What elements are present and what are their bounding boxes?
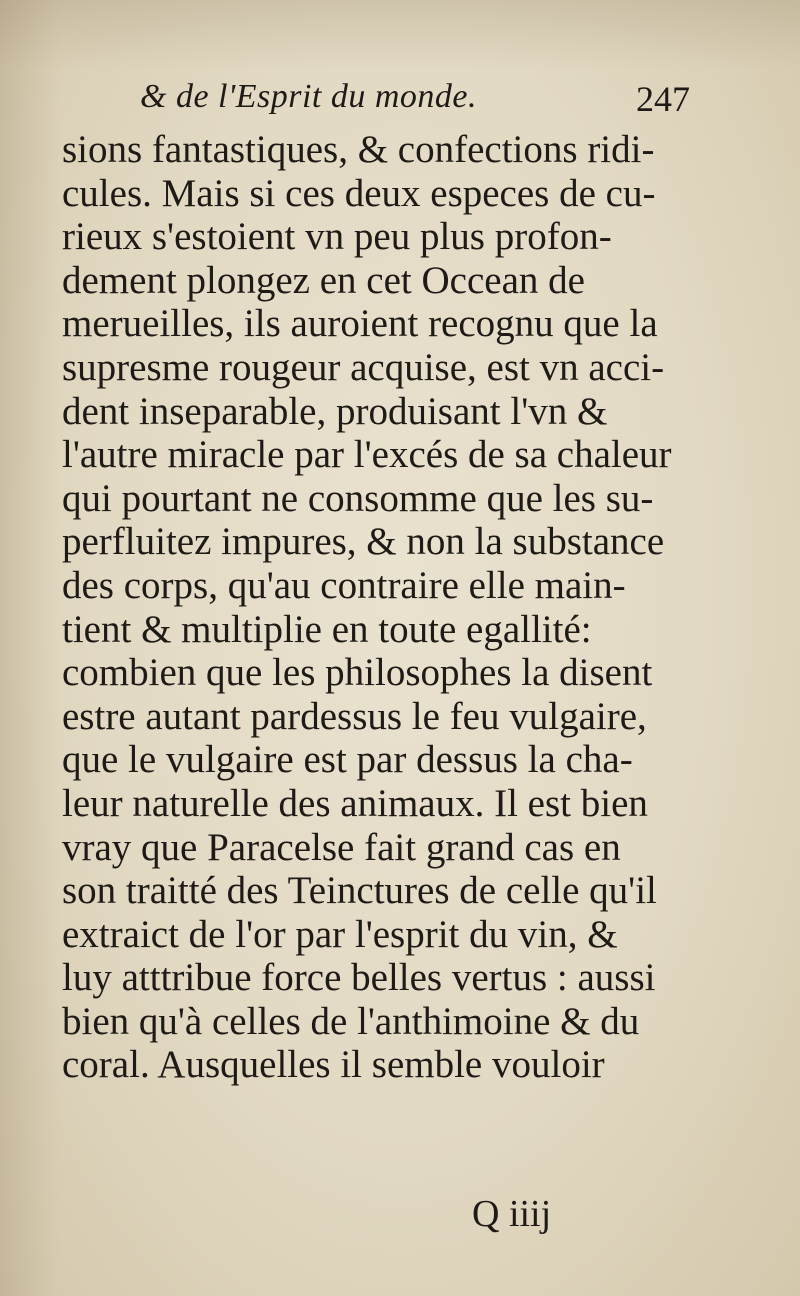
text-line: coral. Ausquelles il semble vouloir <box>62 1043 605 1087</box>
text-line: tient & multiplie en toute egallité: <box>62 607 592 651</box>
text-line: des corps, qu'au contraire elle main- <box>62 563 626 607</box>
running-head: & de l'Esprit du monde. <box>140 78 478 115</box>
text-line: rieux s'estoient vn peu plus profon- <box>62 215 612 259</box>
text-line: bien qu'à celles de l'anthimoine & du <box>62 999 640 1043</box>
text-line: son traitté des Teinctures de celle qu'il <box>62 869 657 913</box>
text-line: dement plongez en cet Occean de <box>62 258 585 302</box>
page-top-shading <box>0 0 800 70</box>
body-text <box>62 128 702 1087</box>
text-line: que le vulgaire est par dessus la cha- <box>62 738 633 782</box>
page-edge-shading <box>0 0 60 1296</box>
text-line: luy atttribue force belles vertus : aussi <box>62 956 656 1000</box>
text-line: l'autre miracle par l'excés de sa chaleur <box>62 433 672 477</box>
text-line: merueilles, ils auroient recognu que la <box>62 302 658 346</box>
text-line: dent inseparable, produisant l'vn & <box>62 389 608 433</box>
text-line: leur naturelle des animaux. Il est bien <box>62 781 648 825</box>
text-line: extraict de l'or par l'esprit du vin, & <box>62 912 618 956</box>
signature-mark: Q iiij <box>472 1193 552 1235</box>
text-line: perfluitez impures, & non la substance <box>62 520 665 564</box>
text-line: qui pourtant ne consomme que les su- <box>62 476 654 520</box>
page-number: 247 <box>636 79 690 119</box>
page-header <box>60 78 690 128</box>
text-line: supresme rougeur acquise, est vn acci- <box>62 345 665 389</box>
text-line: sions fantastiques, & confections ridi- <box>62 128 655 171</box>
text-line: vray que Paracelse fait grand cas en <box>62 825 621 869</box>
text-line: combien que les philosophes la disent <box>62 651 653 695</box>
text-line: estre autant pardessus le feu vulgaire, <box>62 694 647 738</box>
text-line: cules. Mais si ces deux especes de cu- <box>62 171 656 215</box>
